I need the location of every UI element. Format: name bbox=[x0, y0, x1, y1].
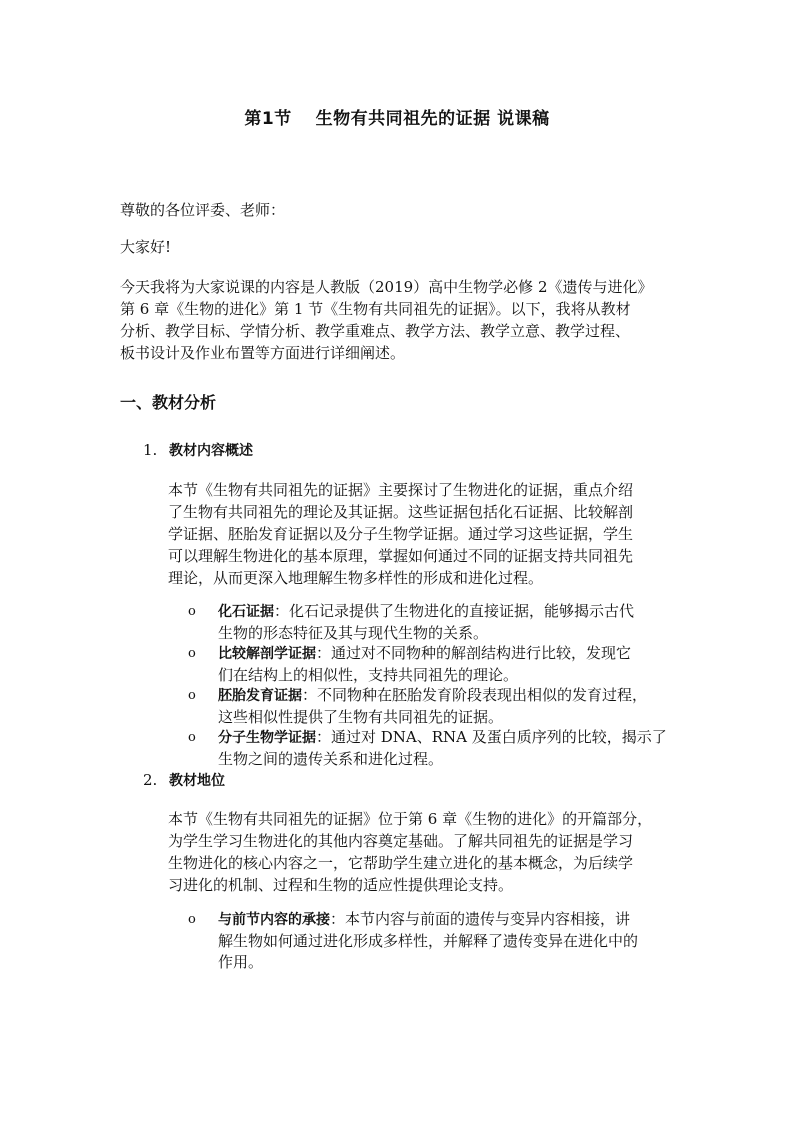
para-line: 理论，从而更深入地理解生物多样性的形成和进化过程。 bbox=[168, 569, 544, 587]
bullet-text: ：通过对 DNA、RNA 及蛋白质序列的比较，揭示了 bbox=[316, 728, 667, 746]
bullet-text: 们在结构上的相似性，支持共同祖先的理论。 bbox=[218, 666, 519, 684]
intro-line: 分析、教学目标、学情分析、教学重难点、教学方法、教学立意、教学过程、 bbox=[120, 322, 631, 340]
bullet-term: 比较解剖学证据 bbox=[218, 646, 316, 662]
content-overview-paragraph bbox=[168, 479, 688, 589]
para-line: 生物进化的核心内容之一，它帮助学生建立进化的基本概念，为后续学 bbox=[168, 854, 634, 872]
list-item bbox=[190, 727, 680, 770]
bullet-term: 化石证据 bbox=[218, 604, 274, 620]
bullet-text: 生物之间的遗传关系和进化过程。 bbox=[218, 750, 444, 768]
para-line: 了生物有共同祖先的理论及其证据。这些证据包括化石证据、比较解剖 bbox=[168, 503, 634, 521]
para-line: 本节《生物有共同祖先的证据》位于第 6 章《生物的进化》的开篇部分， bbox=[168, 810, 653, 828]
bullet-text: 生物的形态特征及其与现代生物的关系。 bbox=[218, 624, 489, 642]
intro-paragraph bbox=[120, 276, 700, 364]
bullet-icon: o bbox=[188, 912, 196, 927]
salutation: 尊敬的各位评委、老师： bbox=[120, 201, 286, 219]
para-line: 可以理解生物进化的基本原理，掌握如何通过不同的证据支持共同祖先 bbox=[168, 547, 634, 565]
bullet-icon: o bbox=[188, 688, 196, 703]
section-heading: 一、教材分析 bbox=[120, 393, 217, 412]
para-line: 习进化的机制、过程和生物的适应性提供理论支持。 bbox=[168, 876, 514, 894]
bullet-icon: o bbox=[188, 730, 196, 745]
bullet-text: ：本节内容与前面的遗传与变异内容相接，讲 bbox=[330, 910, 631, 928]
para-line: 学证据、胚胎发育证据以及分子生物学证据。通过学习这些证据，学生 bbox=[168, 525, 634, 543]
list-item bbox=[190, 601, 680, 644]
intro-line: 第 6 章《生物的进化》第 1 节《生物有共同祖先的证据》。以下，我将从教材 bbox=[120, 300, 631, 318]
intro-line: 板书设计及作业布置等方面进行详细阐述。 bbox=[120, 344, 406, 362]
para-line: 为学生学习生物进化的其他内容奠定基础。了解共同祖先的证据是学习 bbox=[168, 832, 634, 850]
list-item bbox=[190, 909, 680, 973]
bullet-term: 分子生物学证据 bbox=[218, 730, 316, 746]
list-item bbox=[190, 685, 680, 728]
subsection-number: 2. bbox=[143, 771, 158, 789]
page-title: 第1节 生物有共同祖先的证据 说课稿 bbox=[244, 109, 550, 129]
bullet-term: 胚胎发育证据 bbox=[218, 688, 302, 704]
bullet-text: ：通过对不同物种的解剖结构进行比较，发现它 bbox=[316, 644, 632, 662]
para-line: 本节《生物有共同祖先的证据》主要探讨了生物进化的证据，重点介绍 bbox=[168, 481, 634, 499]
subsection-title: 教材内容概述 bbox=[169, 443, 253, 459]
greeting: 大家好! bbox=[120, 238, 172, 256]
subsection-number: 1. bbox=[143, 441, 158, 459]
subsection-heading bbox=[143, 439, 253, 462]
bullet-text: 作用。 bbox=[218, 953, 264, 971]
bullet-text: 这些相似性提供了生物有共同祖先的证据。 bbox=[218, 708, 504, 726]
subsection-heading bbox=[143, 769, 225, 792]
bullet-icon: o bbox=[188, 646, 196, 661]
bullet-term: 与前节内容的承接 bbox=[218, 912, 330, 928]
bullet-text: 解生物如何通过进化形成多样性，并解释了遗传变异在进化中的 bbox=[218, 932, 639, 950]
bullet-text: ：不同物种在胚胎发育阶段表现出相似的发育过程， bbox=[302, 686, 648, 704]
list-item bbox=[190, 643, 680, 686]
subsection-title: 教材地位 bbox=[169, 773, 225, 789]
intro-line: 今天我将为大家说课的内容是人教版（2019）高中生物学必修 2《遗传与进化》 bbox=[120, 278, 653, 296]
textbook-position-paragraph bbox=[168, 808, 698, 896]
bullet-text: ：化石记录提供了生物进化的直接证据，能够揭示古代 bbox=[274, 602, 635, 620]
bullet-icon: o bbox=[188, 604, 196, 619]
